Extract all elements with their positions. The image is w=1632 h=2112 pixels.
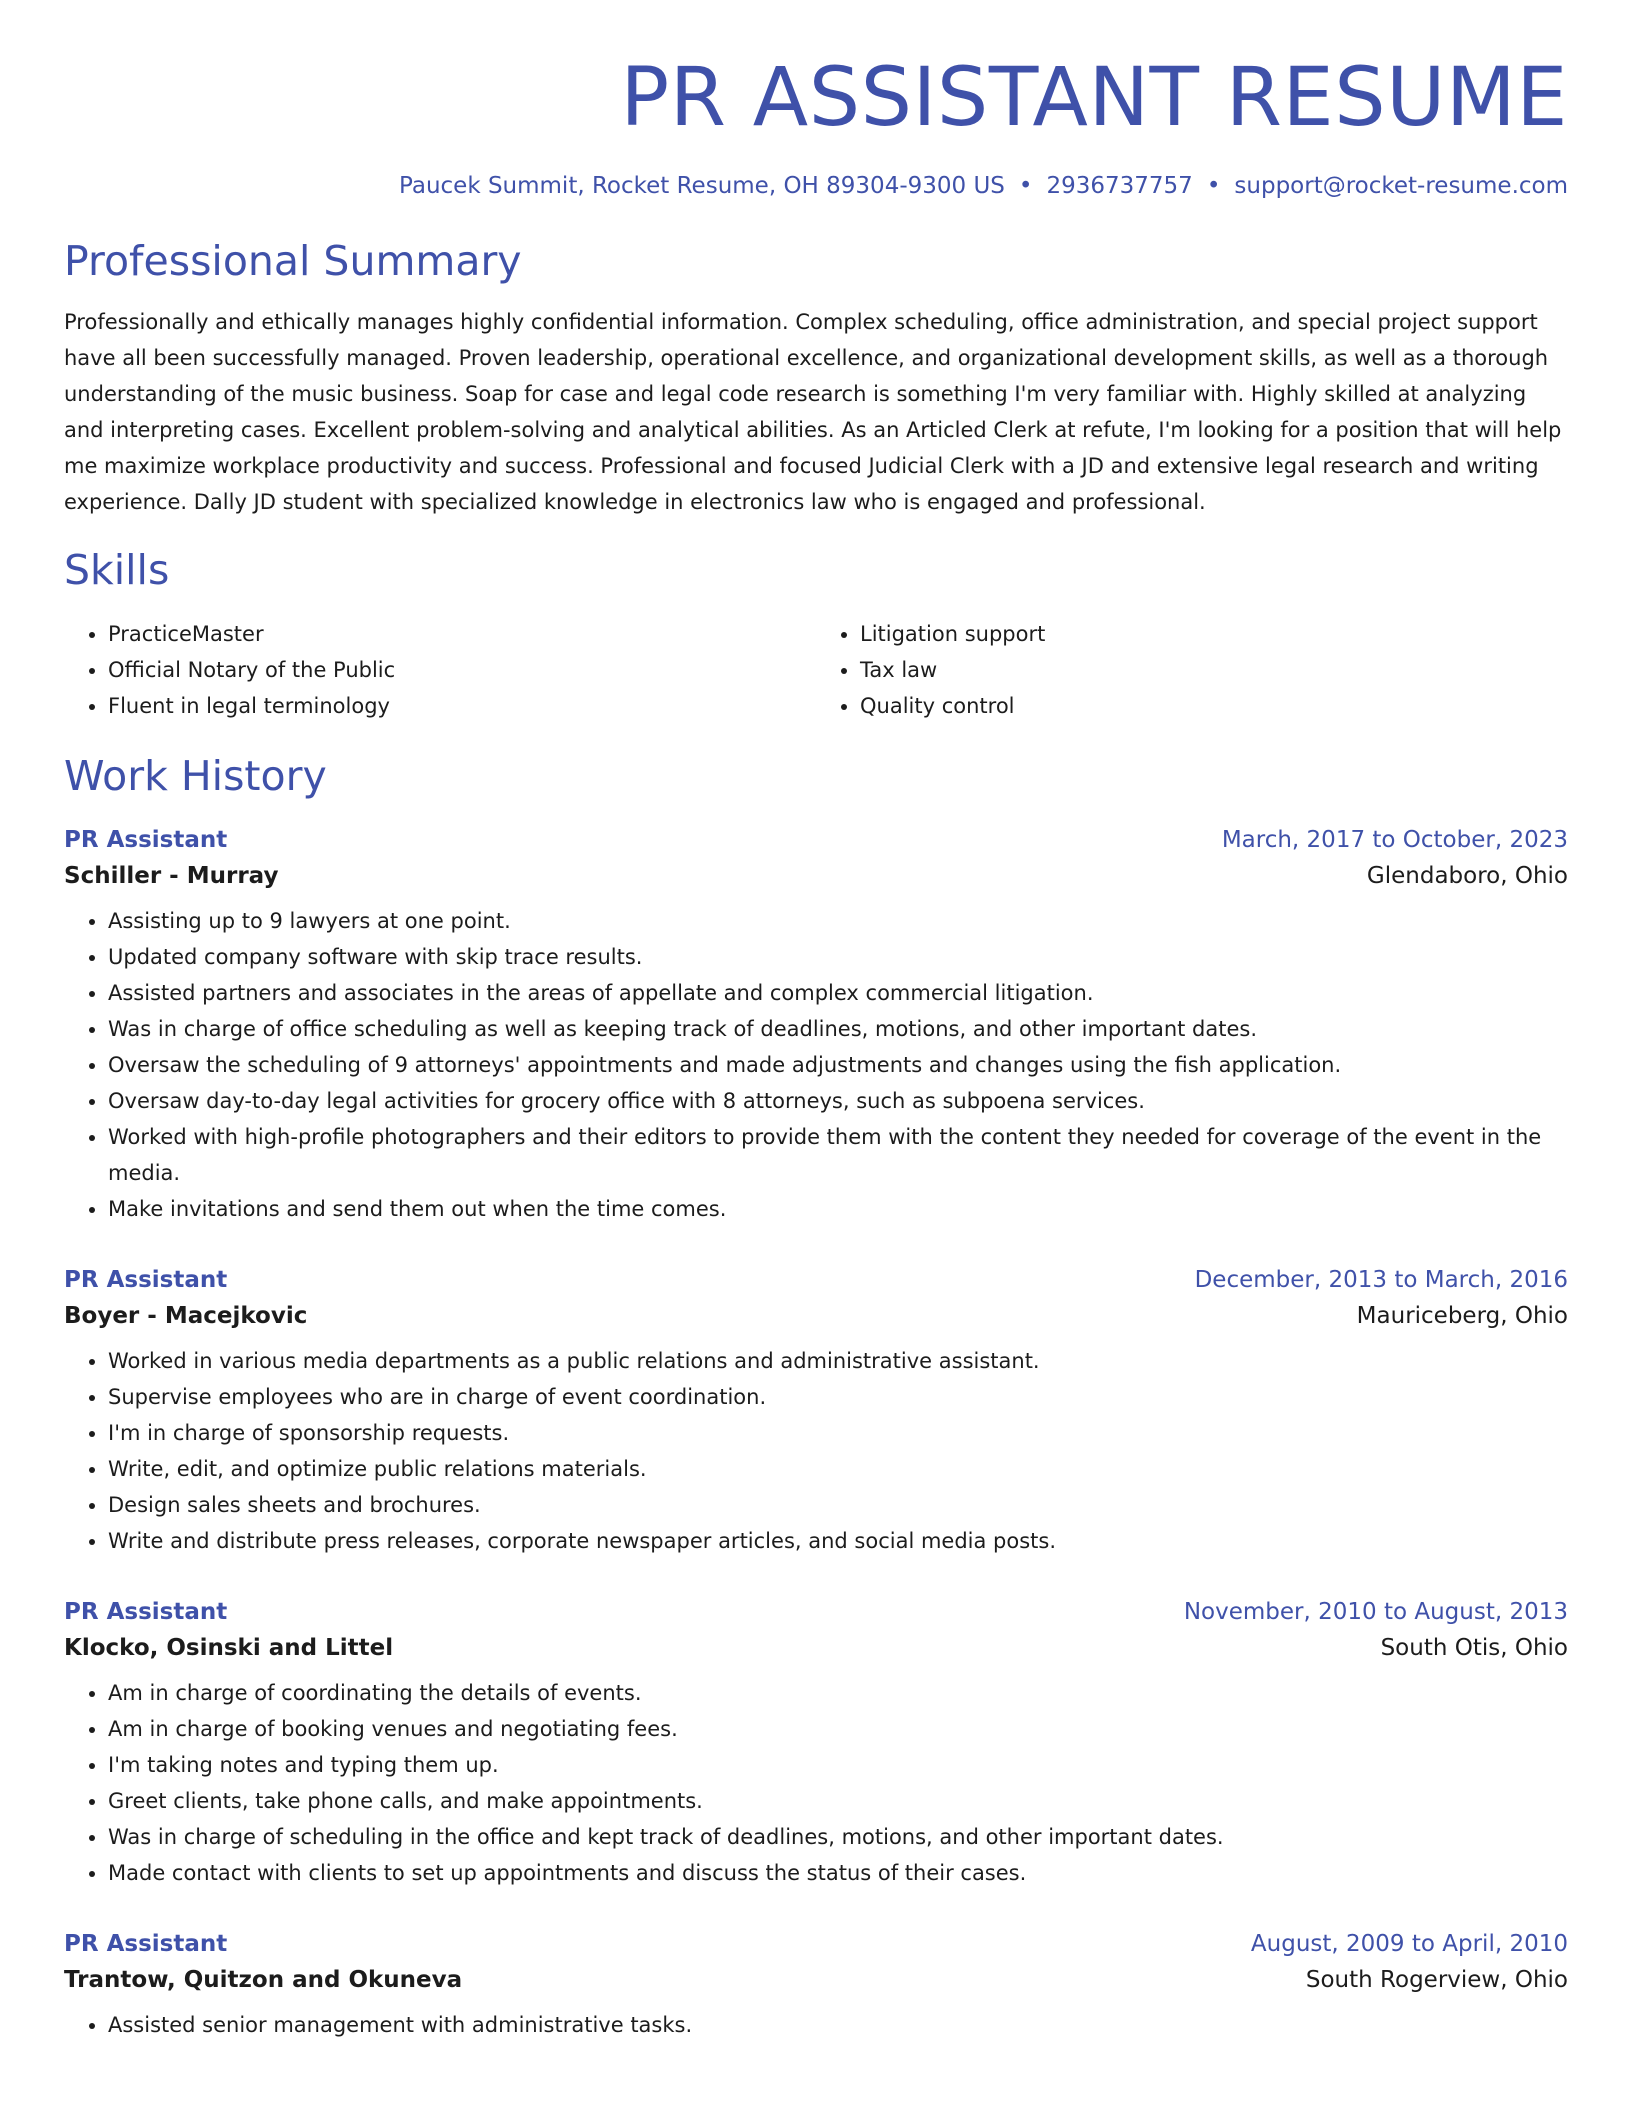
job-location: South Rogerview, Ohio [1305, 1966, 1568, 1993]
skills-column-left [64, 616, 816, 724]
job-bullet: • Am in charge of coordinating the details of events. [108, 1675, 1568, 1711]
job-location: South Otis, Ohio [1380, 1634, 1568, 1661]
job-bullet: • Supervise employees who are in charge of event coordination. [108, 1379, 1568, 1415]
job-bullet: • Was in charge of office scheduling as well as keeping track of deadlines, motions, and other important dates. [108, 1011, 1568, 1047]
job-bullet: • Write, edit, and optimize public relations materials. [108, 1451, 1568, 1487]
job-bullet: • Assisted senior management with administrative tasks. [108, 2007, 1568, 2043]
job-bullet: • Make invitations and send them out when the time comes. [108, 1191, 1568, 1227]
job-entry [64, 1599, 1568, 1891]
job-bullet: • Write and distribute press releases, corporate newspaper articles, and social media posts. [108, 1523, 1568, 1559]
job-bullet: • I'm in charge of sponsorship requests. [108, 1415, 1568, 1451]
job-bullet: • Worked in various media departments as a public relations and administrative assistant. [108, 1343, 1568, 1379]
work-history-heading: Work History [64, 751, 327, 800]
job-company: Klocko, Osinski and Littel [64, 1634, 394, 1661]
job-bullets [64, 903, 1568, 1227]
contact-address: Paucek Summit, Rocket Resume, OH 89304-9300 US [399, 173, 1005, 200]
resume-title: PR ASSISTANT RESUME [620, 51, 1568, 145]
job-bullets [64, 1675, 1568, 1891]
job-subheader [64, 1303, 1568, 1329]
job-title: PR Assistant [64, 1266, 228, 1293]
job-title: PR Assistant [64, 1598, 228, 1625]
job-header [64, 827, 1568, 853]
skill-item: • PracticeMaster [108, 616, 816, 652]
job-bullet: • Assisting up to 9 lawyers at one point. [108, 903, 1568, 939]
job-bullets [64, 2007, 1568, 2043]
job-title: PR Assistant [64, 826, 228, 853]
job-bullet: • Greet clients, take phone calls, and make appointments. [108, 1783, 1568, 1819]
skill-item: • Tax law [860, 652, 1568, 688]
contact-phone: 2936737757 [1046, 173, 1193, 200]
skills-heading: Skills [64, 546, 170, 595]
job-dates: August, 2009 to April, 2010 [1250, 1930, 1568, 1957]
contact-separator: • [1206, 173, 1221, 200]
skill-item: • Litigation support [860, 616, 1568, 652]
skill-item: • Official Notary of the Public [108, 652, 816, 688]
summary-text: Professionally and ethically manages highly confidential information. Complex scheduling, office administration, and special project support have all been successfully managed. Proven leadership, operational excellence, and organizational development skills, as well as a thorough understanding of the music business. Soap for case and legal code research is something I'm very familiar with. Highly skilled at analyzing and interpreting cases. Excellent problem-solving and analytical abilities. As an Articled Clerk at refute, I'm looking for a position that will help me maximize workplace productivity and success. Professional and focused Judicial Clerk with a JD and extensive legal research and writing experience. Dally JD student with specialized knowledge in electronics law who is engaged and professional. [64, 310, 1562, 515]
job-subheader [64, 863, 1568, 889]
skill-item: • Fluent in legal terminology [108, 688, 816, 724]
job-title: PR Assistant [64, 1930, 228, 1957]
skill-item: • Quality control [860, 688, 1568, 724]
job-bullet: • Assisted partners and associates in the areas of appellate and complex commercial litigation. [108, 975, 1568, 1011]
job-company: Boyer - Macejkovic [64, 1302, 308, 1329]
job-bullet: • Am in charge of booking venues and negotiating fees. [108, 1711, 1568, 1747]
job-bullet: • Made contact with clients to set up appointments and discuss the status of their cases. [108, 1855, 1568, 1891]
job-bullet: • Updated company software with skip trace results. [108, 939, 1568, 975]
job-bullet: • Was in charge of scheduling in the office and kept track of deadlines, motions, and other important dates. [108, 1819, 1568, 1855]
job-bullet: • Worked with high-profile photographers and their editors to provide them with the content they needed for coverage of the event in the media. [108, 1119, 1568, 1191]
job-entry [64, 1267, 1568, 1559]
skills-list [64, 616, 1568, 724]
job-dates: November, 2010 to August, 2013 [1183, 1598, 1568, 1625]
job-subheader [64, 1967, 1568, 1993]
job-bullet: • Oversaw day-to-day legal activities for grocery office with 8 attorneys, such as subpoena services. [108, 1083, 1568, 1119]
job-dates: March, 2017 to October, 2023 [1221, 826, 1568, 853]
job-bullet: • Design sales sheets and brochures. [108, 1487, 1568, 1523]
job-header [64, 1931, 1568, 1957]
job-subheader [64, 1635, 1568, 1661]
job-dates: December, 2013 to March, 2016 [1194, 1266, 1568, 1293]
job-bullet: • I'm taking notes and typing them up. [108, 1747, 1568, 1783]
job-entry [64, 827, 1568, 1227]
contact-email: support@rocket-resume.com [1234, 173, 1568, 200]
job-location: Glendaboro, Ohio [1366, 862, 1568, 889]
contact-separator: • [1018, 173, 1033, 200]
job-bullet: • Oversaw the scheduling of 9 attorneys' appointments and made adjustments and changes using the fish application. [108, 1047, 1568, 1083]
job-company: Trantow, Quitzon and Okuneva [64, 1966, 463, 1993]
contact-line [64, 173, 1568, 199]
job-location: Mauriceberg, Ohio [1356, 1302, 1568, 1329]
summary-heading: Professional Summary [64, 237, 522, 286]
job-header [64, 1599, 1568, 1625]
job-header [64, 1267, 1568, 1293]
skills-column-right [816, 616, 1568, 724]
job-entry [64, 1931, 1568, 2043]
job-bullets [64, 1343, 1568, 1559]
job-company: Schiller - Murray [64, 862, 279, 889]
